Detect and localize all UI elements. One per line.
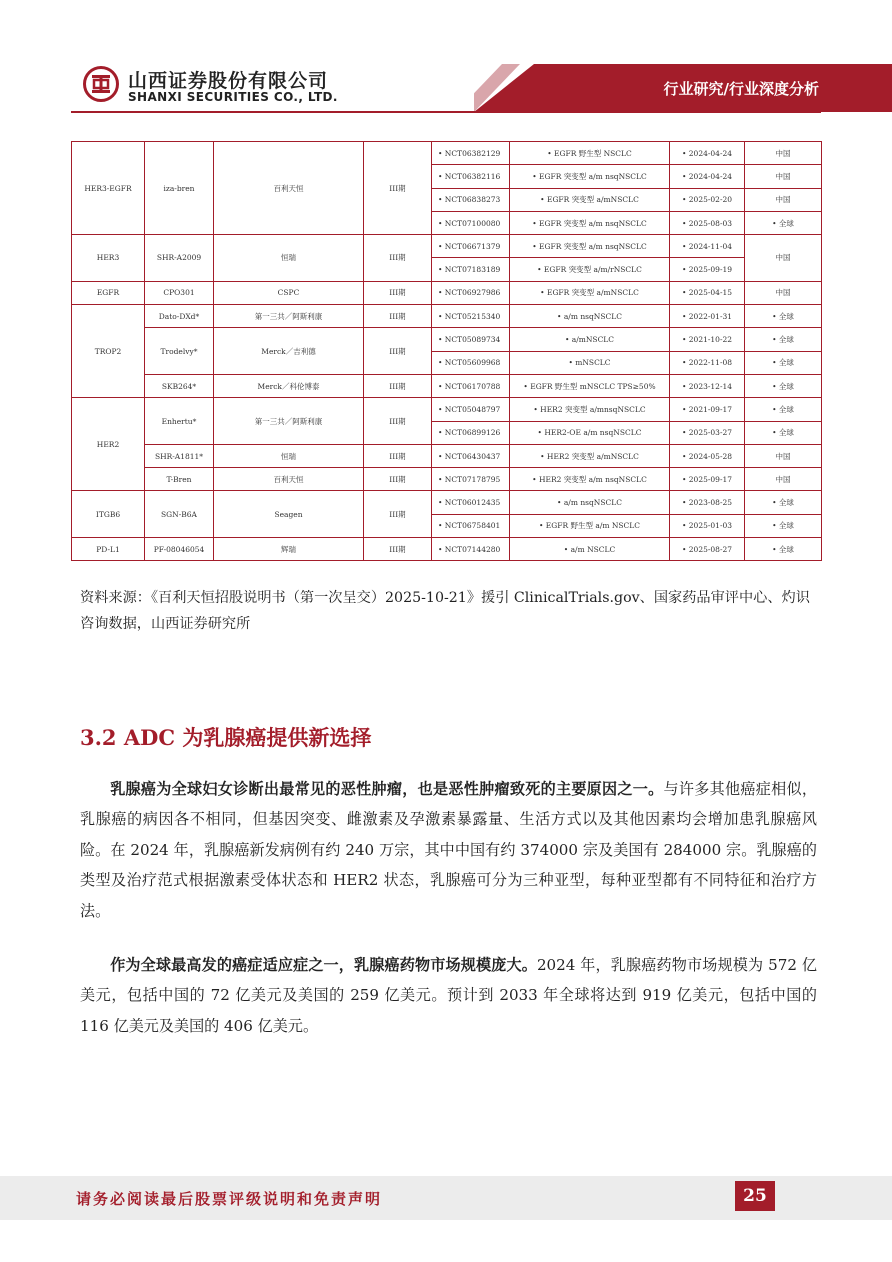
drug-cell: Dato-DXd* <box>145 305 214 328</box>
indication-cell: • HER2 突变型 a/mnsqNSCLC <box>510 398 670 421</box>
region-cell: • 全球 <box>745 211 822 234</box>
page-number: 25 <box>735 1181 775 1211</box>
date-cell: • 2024-05-28 <box>670 444 745 467</box>
indication-cell: • EGFR 突变型 a/m nsqNSCLC <box>510 211 670 234</box>
target-cell: EGFR <box>72 281 145 304</box>
region-cell: 中国 <box>745 235 822 282</box>
header-divider <box>71 111 821 113</box>
date-cell: • 2021-10-22 <box>670 328 745 351</box>
region-cell: • 全球 <box>745 421 822 444</box>
table-row <box>72 142 822 165</box>
nct-cell: • NCT06899126 <box>432 421 510 444</box>
date-cell: • 2025-04-15 <box>670 281 745 304</box>
indication-cell: • EGFR 突变型 a/mNSCLC <box>510 281 670 304</box>
region-cell: • 全球 <box>745 328 822 351</box>
phase-cell: III期 <box>364 468 432 491</box>
indication-cell: • EGFR 野生型 mNSCLC TPS≥50% <box>510 374 670 397</box>
table-row <box>72 374 822 397</box>
paragraph-lead: 乳腺癌为全球妇女诊断出最常见的恶性肿瘤，也是恶性肿瘤致死的主要原因之一。 <box>110 780 664 798</box>
nct-cell: • NCT06927986 <box>432 281 510 304</box>
indication-cell: • a/m nsqNSCLC <box>510 491 670 514</box>
indication-cell: • EGFR 突变型 a/m nsqNSCLC <box>510 165 670 188</box>
region-cell: 中国 <box>745 468 822 491</box>
section-title: 3.2 ADC 为乳腺癌提供新选择 <box>80 725 372 750</box>
indication-cell: • mNSCLC <box>510 351 670 374</box>
phase-cell: III期 <box>364 305 432 328</box>
region-cell: • 全球 <box>745 351 822 374</box>
nct-cell: • NCT05215340 <box>432 305 510 328</box>
phase-cell: III期 <box>364 142 432 235</box>
date-cell: • 2022-11-08 <box>670 351 745 374</box>
date-cell: • 2025-02-20 <box>670 188 745 211</box>
company-cell: CSPC <box>214 281 364 304</box>
nct-cell: • NCT07183189 <box>432 258 510 281</box>
nct-cell: • NCT07144280 <box>432 538 510 561</box>
region-cell: • 全球 <box>745 374 822 397</box>
paragraph-body: 2024 年，乳腺癌药物市场规模为 572 亿美元，包括中国的 72 亿美元及美国的 259 亿美元。预计到 2033 年全球将达到 919 亿美元，包括中国的 116 亿美元及美国的 406 亿美元。 <box>80 956 817 1035</box>
drug-cell: SKB264* <box>145 374 214 397</box>
company-cell: 辉瑞 <box>214 538 364 561</box>
drug-cell: Trodelvy* <box>145 328 214 375</box>
table-row <box>72 491 822 514</box>
company-cell: 第一三共／阿斯利康 <box>214 305 364 328</box>
nct-cell: • NCT06838273 <box>432 188 510 211</box>
region-cell: • 全球 <box>745 491 822 514</box>
phase-cell: III期 <box>364 444 432 467</box>
table-row <box>72 398 822 421</box>
indication-cell: • EGFR 突变型 a/m nsqNSCLC <box>510 235 670 258</box>
target-cell: ITGB6 <box>72 491 145 538</box>
indication-cell: • a/mNSCLC <box>510 328 670 351</box>
company-logo-icon <box>83 66 119 102</box>
nct-cell: • NCT06170788 <box>432 374 510 397</box>
table-row <box>72 468 822 491</box>
indication-cell: • EGFR 野生型 NSCLC <box>510 142 670 165</box>
company-name-cn: 山西证券股份有限公司 <box>128 70 329 92</box>
region-cell: • 全球 <box>745 398 822 421</box>
nct-cell: • NCT07178795 <box>432 468 510 491</box>
drug-cell: CPO301 <box>145 281 214 304</box>
indication-cell: • HER2 突变型 a/mNSCLC <box>510 444 670 467</box>
table-row <box>72 538 822 561</box>
company-cell: 第一三共／阿斯利康 <box>214 398 364 445</box>
drug-cell: iza-bren <box>145 142 214 235</box>
phase-cell: III期 <box>364 538 432 561</box>
nct-cell: • NCT06758401 <box>432 514 510 537</box>
indication-cell: • HER2 突变型 a/m nsqNSCLC <box>510 468 670 491</box>
indication-cell: • HER2-OE a/m nsqNSCLC <box>510 421 670 444</box>
company-cell: 恒瑞 <box>214 235 364 282</box>
drug-cell: SHR-A2009 <box>145 235 214 282</box>
date-cell: • 2025-01-03 <box>670 514 745 537</box>
phase-cell: III期 <box>364 374 432 397</box>
page-header <box>0 0 892 120</box>
date-cell: • 2025-03-27 <box>670 421 745 444</box>
region-cell: 中国 <box>745 281 822 304</box>
phase-cell: III期 <box>364 328 432 375</box>
target-cell: HER3-EGFR <box>72 142 145 235</box>
table-source-note: 资料来源：《百利天恒招股说明书（第一次呈交）2025-10-21》援引 ClinicalTrials.gov、国家药品审评中心、灼识咨询数据，山西证券研究所 <box>80 590 810 632</box>
nct-cell: • NCT05609968 <box>432 351 510 374</box>
region-cell: • 全球 <box>745 538 822 561</box>
target-cell: HER3 <box>72 235 145 282</box>
table-row <box>72 444 822 467</box>
indication-cell: • EGFR 突变型 a/mNSCLC <box>510 188 670 211</box>
phase-cell: III期 <box>364 398 432 445</box>
date-cell: • 2025-09-17 <box>670 468 745 491</box>
region-cell: 中国 <box>745 188 822 211</box>
region-cell: • 全球 <box>745 305 822 328</box>
drug-cell: SHR-A1811* <box>145 444 214 467</box>
date-cell: • 2023-08-25 <box>670 491 745 514</box>
region-cell: 中国 <box>745 165 822 188</box>
paragraph <box>80 950 817 1041</box>
company-cell: 百利天恒 <box>214 468 364 491</box>
paragraph <box>80 774 817 926</box>
date-cell: • 2025-08-03 <box>670 211 745 234</box>
drug-cell: SGN-B6A <box>145 491 214 538</box>
company-cell: Merck／吉利德 <box>214 328 364 375</box>
paragraph-body: 与许多其他癌症相似，乳腺癌的病因各不相同，但基因突变、雌激素及孕激素暴露量、生活方式以及其他因素均会增加患乳腺癌风险。在 2024 年，乳腺癌新发病例有约 240 万宗，其中中国有约 374000 宗及美国有 284000 宗。乳腺癌的类型及治疗范式根据激素受体状态和 HER2 状态，乳腺癌可分为三种亚型，每种亚型都有不同特征和治疗方法。 <box>80 780 817 920</box>
clinical-trial-table <box>71 141 822 561</box>
phase-cell: III期 <box>364 281 432 304</box>
report-category: 行业研究/行业深度分析 <box>663 80 819 98</box>
date-cell: • 2024-04-24 <box>670 165 745 188</box>
nct-cell: • NCT06382116 <box>432 165 510 188</box>
date-cell: • 2024-11-04 <box>670 235 745 258</box>
company-cell: 百利天恒 <box>214 142 364 235</box>
indication-cell: • EGFR 野生型 a/m NSCLC <box>510 514 670 537</box>
date-cell: • 2023-12-14 <box>670 374 745 397</box>
target-cell: HER2 <box>72 398 145 491</box>
nct-cell: • NCT06671379 <box>432 235 510 258</box>
footer-disclaimer: 请务必阅读最后股票评级说明和免责声明 <box>76 1190 383 1208</box>
target-cell: TROP2 <box>72 305 145 398</box>
indication-cell: • a/m NSCLC <box>510 538 670 561</box>
date-cell: • 2022-01-31 <box>670 305 745 328</box>
drug-cell: PF-08046054 <box>145 538 214 561</box>
drug-cell: Enhertu* <box>145 398 214 445</box>
company-cell: Merck／科伦博泰 <box>214 374 364 397</box>
table-row <box>72 281 822 304</box>
nct-cell: • NCT06012435 <box>432 491 510 514</box>
table-row <box>72 305 822 328</box>
date-cell: • 2021-09-17 <box>670 398 745 421</box>
drug-cell: T-Bren <box>145 468 214 491</box>
nct-cell: • NCT06382129 <box>432 142 510 165</box>
phase-cell: III期 <box>364 235 432 282</box>
nct-cell: • NCT06430437 <box>432 444 510 467</box>
paragraph-lead: 作为全球最高发的癌症适应症之一，乳腺癌药物市场规模庞大。 <box>110 956 537 974</box>
nct-cell: • NCT05048797 <box>432 398 510 421</box>
indication-cell: • a/m nsqNSCLC <box>510 305 670 328</box>
date-cell: • 2024-04-24 <box>670 142 745 165</box>
table-row <box>72 235 822 258</box>
target-cell: PD-L1 <box>72 538 145 561</box>
indication-cell: • EGFR 突变型 a/m/rNSCLC <box>510 258 670 281</box>
date-cell: • 2025-09-19 <box>670 258 745 281</box>
nct-cell: • NCT07100080 <box>432 211 510 234</box>
company-cell: Seagen <box>214 491 364 538</box>
region-cell: 中国 <box>745 444 822 467</box>
region-cell: • 全球 <box>745 514 822 537</box>
company-cell: 恒瑞 <box>214 444 364 467</box>
nct-cell: • NCT05089734 <box>432 328 510 351</box>
date-cell: • 2025-08-27 <box>670 538 745 561</box>
phase-cell: III期 <box>364 491 432 538</box>
table-row <box>72 328 822 351</box>
region-cell: 中国 <box>745 142 822 165</box>
company-name-en: SHANXI SECURITIES CO., LTD. <box>128 90 338 104</box>
